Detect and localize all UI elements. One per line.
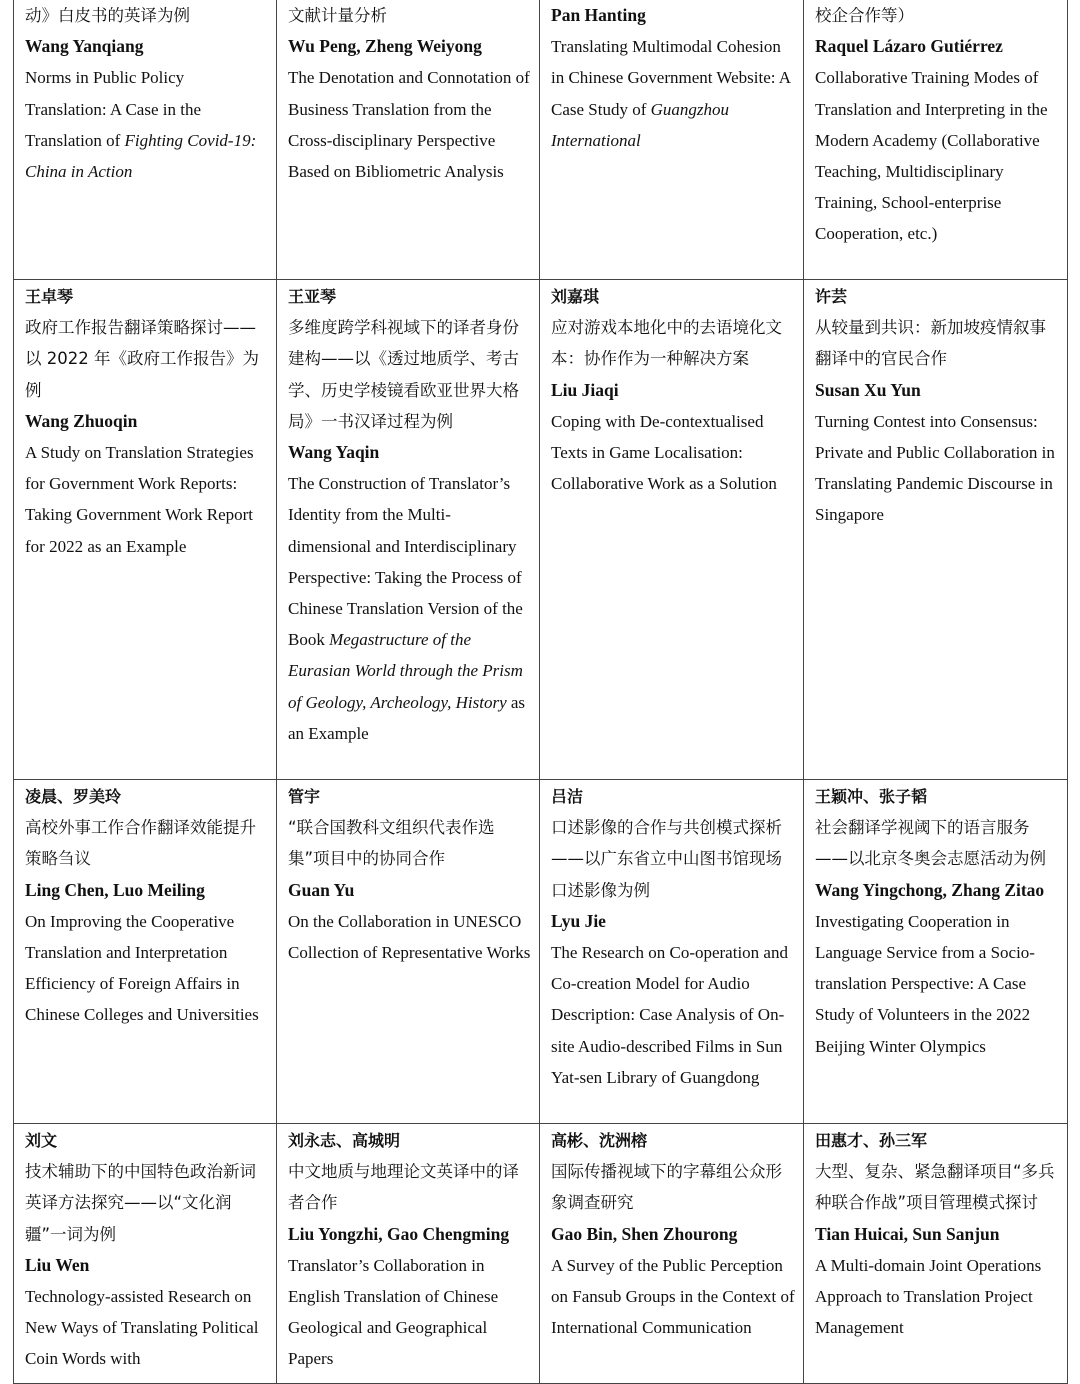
- title-text: Coping with De-contextualised Texts in Game Localisation: Collaborative Work as a Solution: [551, 411, 777, 494]
- paper-title-english: [551, 406, 795, 500]
- author-names-english: Wang Yingchong, Zhang Zitao: [815, 879, 1045, 900]
- italic-book-title: Guangzhou International: [551, 99, 730, 150]
- title-text: Collaborative Training Modes of Translation and Interpreting in the Modern Academy (Collaborative Teaching, Multidisciplinary Training, School-enterprise Cooperation, etc.): [815, 68, 1048, 244]
- paper-entry-cell: [14, 780, 277, 1124]
- table-row: [14, 280, 1068, 780]
- paper-title-english: [551, 31, 795, 156]
- author-names-english: Wang Zhuoqin: [25, 410, 138, 431]
- paper-title-chinese: 国际传播视域下的字幕组公众形象调查研究: [551, 1162, 782, 1213]
- title-text: Translating Multimodal Cohesion in Chinese Government Website: A Case Study of: [551, 37, 791, 119]
- paper-title-english: [288, 62, 531, 187]
- author-names-english: Raquel Lázaro Gutiérrez: [815, 36, 1003, 57]
- paper-entry-cell: [540, 0, 804, 280]
- author-names-english: Wu Peng, Zheng Weiyong: [288, 36, 482, 57]
- title-text: A Study on Translation Strategies for Government Work Reports: Taking Government Work Report for 2022 as an Example: [25, 443, 254, 556]
- author-names-chinese: 王卓琴: [25, 287, 74, 306]
- author-names-english: Liu Wen: [25, 1254, 90, 1275]
- paper-title-english: [288, 906, 531, 968]
- paper-title-english: [815, 406, 1059, 531]
- paper-title-chinese: 技术辅助下的中国特色政治新词英译方法探究——以“文化润疆”一词为例: [25, 1162, 256, 1244]
- author-names-chinese: 许芸: [815, 287, 848, 306]
- paper-entry-cell: [804, 780, 1068, 1124]
- author-names-chinese: 刘文: [25, 1131, 58, 1150]
- paper-entry-cell: [804, 1124, 1068, 1384]
- paper-title-english: [815, 1250, 1059, 1344]
- paper-title-chinese: 从较量到共识：新加坡疫情叙事翻译中的官民合作: [815, 318, 1046, 369]
- author-names-english: Gao Bin, Shen Zhourong: [551, 1223, 738, 1244]
- paper-title-english: [551, 937, 795, 1093]
- paper-title-english: [815, 62, 1059, 249]
- table-row: [14, 780, 1068, 1124]
- paper-entry-cell: [804, 0, 1068, 280]
- paper-entry-cell: [14, 280, 277, 780]
- author-names-chinese: 吕洁: [551, 787, 584, 806]
- paper-title-chinese: 应对游戏本地化中的去语境化文本：协作作为一种解决方案: [551, 318, 782, 369]
- author-names-english: Wang Yanqiang: [25, 36, 144, 57]
- paper-entry-cell: [14, 0, 277, 280]
- paper-title-english: [288, 468, 531, 749]
- italic-book-title: Megastructure of the Eurasian World through the Prism of Geology, Archeology, History: [288, 630, 523, 712]
- title-text: On Improving the Cooperative Translation and Interpretation Efficiency of Foreign Affairs in Chinese Colleges and Universities: [25, 911, 259, 1025]
- paper-title-english: [25, 1281, 268, 1375]
- title-text: The Construction of Translator’s Identity from the Multi-dimensional and Interdisciplinary Perspective: Taking the Process of Chinese Translation Version of the Book: [288, 474, 523, 650]
- paper-entry-cell: [277, 280, 540, 780]
- title-text: Translator’s Collaboration in English Translation of Chinese Geological and Geographical Papers: [288, 1255, 499, 1369]
- title-text: Investigating Cooperation in Language Service from a Socio-translation Perspective: A Case Study of Volunteers in the 2022 Beijing Winter Olympics: [815, 911, 1035, 1056]
- paper-title-chinese: 政府工作报告翻译策略探讨——以 2022 年《政府工作报告》为例: [25, 318, 259, 400]
- italic-book-title: Fighting Covid-19: China in Action: [25, 130, 257, 182]
- author-names-english: Tian Huicai, Sun Sanjun: [815, 1223, 1000, 1244]
- paper-entry-cell: [277, 0, 540, 280]
- author-names-english: Liu Jiaqi: [551, 379, 619, 400]
- author-names-chinese: 刘嘉琪: [551, 287, 600, 306]
- paper-title-chinese: 大型、复杂、紧急翻译项目“多兵种联合作战”项目管理模式探讨: [815, 1162, 1055, 1213]
- paper-title-english: [288, 1250, 531, 1375]
- title-text: Norms in Public Policy Translation: A Case in the Translation of: [25, 68, 201, 150]
- table-row: [14, 1124, 1068, 1384]
- author-names-chinese: 王颖冲、张子韬: [815, 787, 928, 806]
- author-names-english: Susan Xu Yun: [815, 379, 921, 400]
- author-names-english: Ling Chen, Luo Meiling: [25, 879, 205, 900]
- title-text: as an Example: [288, 692, 526, 743]
- title-text: A Multi-domain Joint Operations Approach to Translation Project Management: [815, 1255, 1042, 1338]
- paper-entry-cell: [540, 280, 804, 780]
- paper-entry-cell: [540, 780, 804, 1124]
- table-row: [14, 0, 1068, 280]
- paper-title-chinese: 社会翻译学视阈下的语言服务——以北京冬奥会志愿活动为例: [815, 818, 1046, 869]
- author-names-chinese: 凌晨、罗美玲: [25, 787, 122, 806]
- paper-title-chinese: 多维度跨学科视域下的译者身份建构——以《透过地质学、考古学、历史学棱镜看欧亚世界大格局》一书汉译过程为例: [288, 318, 519, 431]
- author-names-english: Wang Yaqin: [288, 442, 380, 463]
- paper-title-english: [815, 906, 1059, 1062]
- paper-title-chinese: “联合国教科文组织代表作选集”项目中的协同合作: [288, 818, 495, 869]
- title-text: The Denotation and Connotation of Business Translation from the Cross-disciplinary Perspective Based on Bibliometric Analysis: [288, 68, 530, 182]
- paper-title-english: [25, 62, 268, 187]
- paper-title-chinese: 高校外事工作合作翻译效能提升策略刍议: [25, 818, 256, 869]
- title-text: On the Collaboration in UNESCO Collection of Representative Works: [288, 911, 531, 963]
- title-text: Technology-assisted Research on New Ways of Translating Political Coin Words with: [25, 1287, 259, 1369]
- paper-entry-cell: [14, 1124, 277, 1384]
- paper-title-chinese: 动》白皮书的英译为例: [25, 6, 190, 25]
- paper-title-chinese: 口述影像的合作与共创模式探析——以广东省立中山图书馆现场口述影像为例: [551, 818, 782, 900]
- paper-title-english: [551, 1250, 795, 1344]
- title-text: The Research on Co-operation and Co-creation Model for Audio Description: Case Analysis of On-site Audio-described Films in Sun Yat-sen Library of Guangdong: [551, 943, 788, 1087]
- paper-title-chinese: 文献计量分析: [288, 6, 387, 25]
- paper-title-chinese: 中文地质与地理论文英译中的译者合作: [288, 1162, 519, 1213]
- author-names-chinese: 王亚琴: [288, 287, 337, 306]
- paper-entry-cell: [277, 1124, 540, 1384]
- paper-title-english: [25, 437, 268, 562]
- title-text: A Survey of the Public Perception on Fansub Groups in the Context of International Communication: [551, 1255, 795, 1338]
- paper-title-english: [25, 906, 268, 1031]
- paper-entry-cell: [540, 1124, 804, 1384]
- paper-title-chinese: 校企合作等）: [815, 6, 914, 25]
- author-names-chinese: 高彬、沈洲榕: [551, 1131, 648, 1150]
- paper-entry-cell: [277, 780, 540, 1124]
- paper-entry-cell: [804, 280, 1068, 780]
- author-names-english: Liu Yongzhi, Gao Chengming: [288, 1223, 510, 1244]
- author-names-english: Pan Hanting: [551, 5, 646, 25]
- title-text: Turning Contest into Consensus: Private and Public Collaboration in Translating Pandemic Discourse in Singapore: [815, 411, 1055, 525]
- author-names-english: Lyu Jie: [551, 910, 606, 931]
- author-names-chinese: 刘永志、高城明: [288, 1131, 401, 1150]
- author-names-chinese: 管宇: [288, 787, 321, 806]
- author-names-chinese: 田惠才、孙三军: [815, 1131, 928, 1150]
- author-names-english: Guan Yu: [288, 879, 355, 900]
- paper-list-table: [13, 0, 1068, 1384]
